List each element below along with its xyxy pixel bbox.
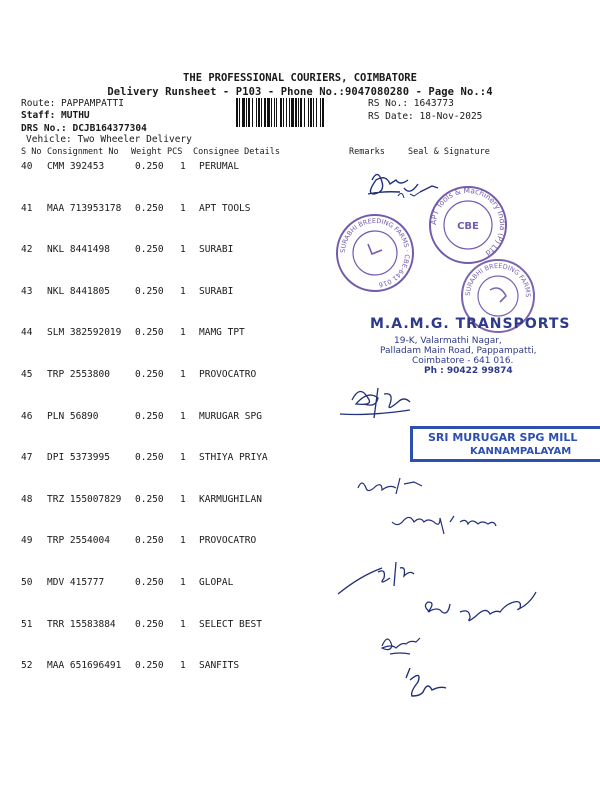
col-sno: S No [21,147,42,157]
row-consignment: MAA 651696491 [47,660,122,671]
col-consignee: Consignee Details [193,147,280,157]
barcode-bar [308,98,309,127]
barcode-bar [276,98,277,127]
row-consignee: PROVOCATRO [199,369,257,380]
row-sno: 42 [21,244,33,255]
row-consignment: TRR 15583884 [47,619,116,630]
row-pcs: 1 [180,535,186,546]
col-weight: Weight [131,147,162,157]
row-pcs: 1 [180,369,186,380]
row-pcs: 1 [180,286,186,297]
row-sno: 48 [21,494,33,505]
barcode-bar [320,98,321,127]
row-sno: 47 [21,452,33,463]
spg-stamp-line1: SRI MURUGAR SPG MILL [428,431,578,444]
row-consignment: TRZ 155007829 [47,494,122,505]
runsheet-subtitle: Delivery Runsheet - P103 - Phone No.:9047080280 - Page No.:4 [107,86,493,98]
barcode-bar [316,98,317,127]
table-row [0,203,600,217]
row-pcs: 1 [180,203,186,214]
barcode-bar [283,98,284,127]
row-weight: 0.250 [135,369,164,380]
table-row [0,619,600,633]
col-pcs: PCS [167,147,183,157]
row-consignee: KARMUGHILAN [199,494,262,505]
table-row [0,535,600,549]
row-weight: 0.250 [135,327,164,338]
row-sno: 52 [21,660,33,671]
barcode-bar [246,98,247,127]
barcode-bar [322,98,324,127]
vehicle-label: Vehicle: Two Wheeler Delivery [26,134,192,145]
barcode-bar [300,98,302,127]
row-sno: 44 [21,327,33,338]
barcode-bar [295,98,297,127]
row-weight: 0.250 [135,660,164,671]
row-sno: 46 [21,411,33,422]
mamg-stamp-title: M.A.M.G. TRANSPORTS [370,316,571,332]
barcode-bar [236,98,238,127]
rs-number: RS No.: 1643773 [368,98,454,109]
row-pcs: 1 [180,494,186,505]
drs-number: DRS No.: DCJB164377304 [21,123,147,134]
row-weight: 0.250 [135,203,164,214]
barcode-bar [280,98,282,127]
row-weight: 0.250 [135,494,164,505]
row-consignee: STHIYA PRIYA [199,452,268,463]
row-weight: 0.250 [135,411,164,422]
row-sno: 40 [21,161,33,172]
row-consignee: SELECT BEST [199,619,262,630]
row-pcs: 1 [180,452,186,463]
row-consignment: DPI 5373995 [47,452,110,463]
spg-stamp-line2: KANNAMPALAYAM [470,446,572,457]
svg-text:SURABHI BREEDING FARMS: SURABHI BREEDING FARMS [463,261,533,298]
barcode-bar [298,98,299,127]
row-consignee: MURUGAR SPG [199,411,262,422]
row-consignee: SANFITS [199,660,240,671]
row-pcs: 1 [180,161,186,172]
table-row [0,286,600,300]
row-consignment: MDV 415777 [47,577,105,588]
table-row [0,244,600,258]
mamg-stamp-line2: Palladam Main Road, Pappampatti, [380,346,537,356]
row-weight: 0.250 [135,535,164,546]
mamg-stamp-line1: 19-K, Valarmathi Nagar, [394,336,502,346]
row-weight: 0.250 [135,244,164,255]
row-consignment: NKL 8441498 [47,244,110,255]
svg-text:APT Tools & Machinery India (P: APT Tools & Machinery India (P) Ltd [428,185,508,258]
row-consignment: TRP 2553800 [47,369,110,380]
row-weight: 0.250 [135,577,164,588]
col-consignment: Consignment No [47,147,119,157]
barcode-bar [304,98,305,127]
row-weight: 0.250 [135,452,164,463]
barcode-bar [258,98,260,127]
col-remarks: Remarks [349,147,385,157]
row-weight: 0.250 [135,161,164,172]
row-consignee: PROVOCATRO [199,535,257,546]
row-consignment: PLN 56890 [47,411,99,422]
barcode-bar [274,98,275,127]
row-sno: 50 [21,577,33,588]
barcode-bar [261,98,262,127]
table-row [0,660,600,674]
row-consignee: SURABI [199,244,234,255]
row-pcs: 1 [180,244,186,255]
svg-text:SURABHI BREEDING FARMS · CBE-6: SURABHI BREEDING FARMS · CBE-641 016 [338,216,412,289]
barcode-bar [291,98,294,127]
row-consignment: NKL 8441805 [47,286,110,297]
table-row [0,494,600,508]
route-label: Route: PAPPAMPATTI [21,98,124,109]
company-title: THE PROFESSIONAL COURIERS, COIMBATORE [183,72,417,84]
svg-text:CBE: CBE [457,221,479,232]
row-sno: 41 [21,203,33,214]
row-consignee: GLOPAL [199,577,234,588]
barcode-bar [267,98,270,127]
rs-date: RS Date: 18-Nov-2025 [368,111,483,122]
row-consignee: PERUMAL [199,161,240,172]
table-row [0,411,600,425]
barcode-bar [313,98,314,127]
row-pcs: 1 [180,660,186,671]
row-consignment: MAA 713953178 [47,203,122,214]
row-consignment: CMM 392453 [47,161,105,172]
row-sno: 45 [21,369,33,380]
barcode-bar [252,98,253,127]
row-pcs: 1 [180,327,186,338]
row-consignee: MAMG TPT [199,327,245,338]
col-seal: Seal & Signature [408,147,490,157]
table-row [0,577,600,591]
row-consignee: APT TOOLS [199,203,251,214]
barcode-bar [264,98,266,127]
barcode-bar [242,98,245,127]
row-consignment: TRP 2554004 [47,535,110,546]
table-row [0,161,600,175]
row-consignment: SLM 382592019 [47,327,122,338]
mamg-stamp-line3: Coimbatore - 641 016. [412,356,514,366]
row-pcs: 1 [180,619,186,630]
barcode-bar [248,98,250,127]
barcode-image [236,98,363,127]
barcode-bar [286,98,287,127]
row-sno: 51 [21,619,33,630]
row-weight: 0.250 [135,286,164,297]
mamg-stamp-line4: Ph : 90422 99874 [424,366,513,376]
row-sno: 43 [21,286,33,297]
row-sno: 49 [21,535,33,546]
barcode-bar [271,98,272,127]
barcode-bar [239,98,240,127]
barcode-bar [256,98,257,127]
staff-label: Staff: MUTHU [21,110,90,121]
row-pcs: 1 [180,577,186,588]
row-weight: 0.250 [135,619,164,630]
barcode-bar [310,98,312,127]
row-pcs: 1 [180,411,186,422]
row-consignee: SURABI [199,286,234,297]
barcode-bar [289,98,290,127]
